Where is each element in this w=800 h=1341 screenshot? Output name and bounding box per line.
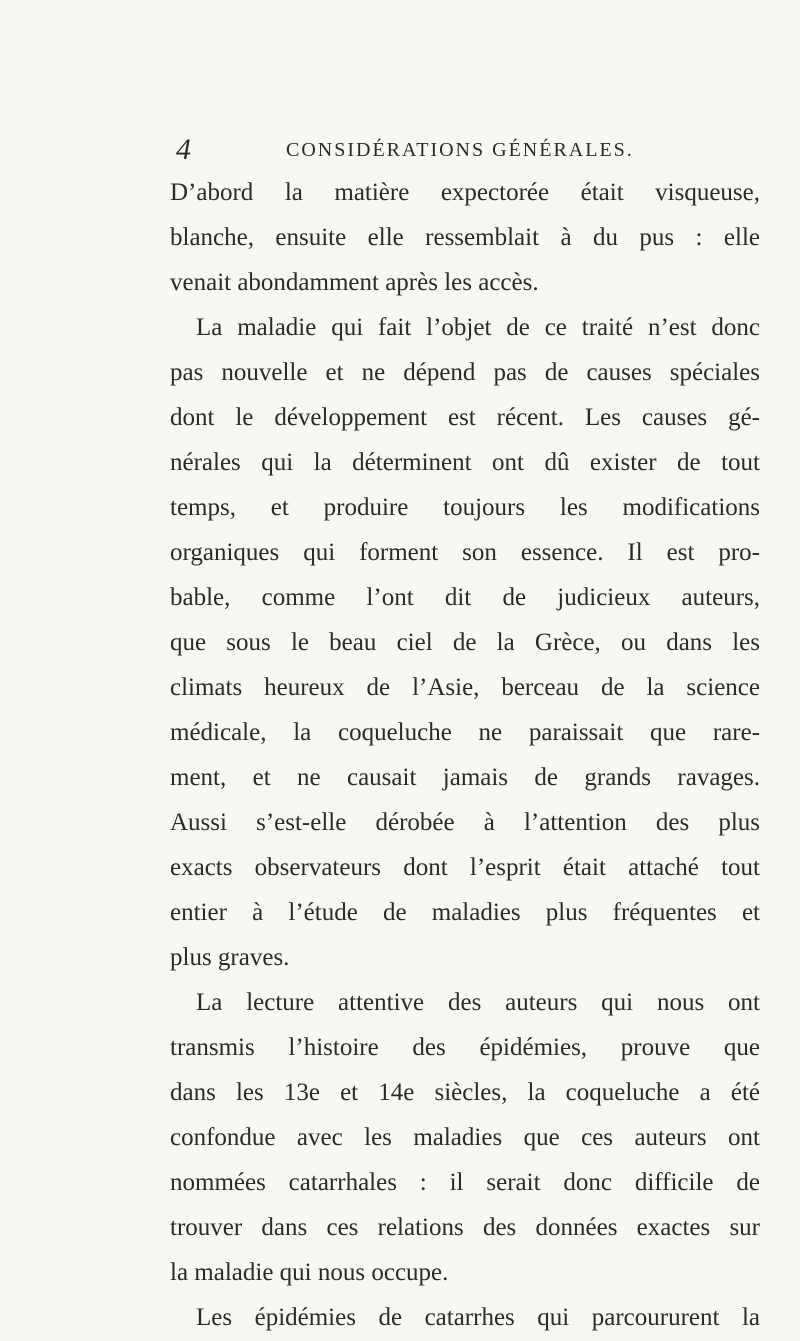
page-header: [176, 130, 696, 170]
text-line: blanche, ensuite elle ressemblait à du pus : elle: [170, 224, 760, 251]
text-line: temps, et produire toujours les modifications: [170, 494, 760, 521]
text-line: Aussi s’est-elle dérobée à l’attention des plus: [170, 809, 760, 836]
text-line: La maladie qui fait l’objet de ce traité n’est donc: [196, 314, 760, 341]
body-text: [170, 170, 760, 1340]
text-line: médicale, la coqueluche ne paraissait que rare-: [170, 719, 760, 746]
text-line: D’abord la matière expectorée était visqueuse,: [170, 179, 760, 206]
text-line: trouver dans ces relations des données exactes sur: [170, 1214, 760, 1241]
text-line: dans les 13e et 14e siècles, la coqueluche a été: [170, 1079, 760, 1106]
text-line: Les épidémies de catarrhes qui parcoururent la: [196, 1304, 760, 1331]
text-line: confondue avec les maladies que ces auteurs ont: [170, 1124, 760, 1151]
text-line: transmis l’histoire des épidémies, prouve que: [170, 1034, 760, 1061]
text-line: plus graves.: [170, 944, 290, 971]
text-line: ment, et ne causait jamais de grands ravages.: [170, 764, 760, 791]
text-line: que sous le beau ciel de la Grèce, ou dans les: [170, 629, 760, 656]
text-line: nommées catarrhales : il serait donc difficile de: [170, 1169, 760, 1196]
text-line: entier à l’étude de maladies plus fréquentes et: [170, 899, 760, 926]
text-line: pas nouvelle et ne dépend pas de causes spéciales: [170, 359, 760, 386]
text-line: dont le développement est récent. Les causes gé-: [170, 404, 760, 431]
text-line: exacts observateurs dont l’esprit était attaché tout: [170, 854, 760, 881]
text-line: nérales qui la déterminent ont dû exister de tout: [170, 449, 760, 476]
text-line: venait abondamment après les accès.: [170, 269, 539, 296]
page-number: 4: [176, 133, 191, 166]
text-line: La lecture attentive des auteurs qui nous ont: [196, 989, 760, 1016]
text-line: organiques qui forment son essence. Il est pro-: [170, 539, 760, 566]
text-line: bable, comme l’ont dit de judicieux auteurs,: [170, 584, 760, 611]
text-line: climats heureux de l’Asie, berceau de la science: [170, 674, 760, 701]
running-head: CONSIDÉRATIONS GÉNÉRALES.: [286, 139, 634, 161]
text-line: la maladie qui nous occupe.: [170, 1259, 449, 1286]
